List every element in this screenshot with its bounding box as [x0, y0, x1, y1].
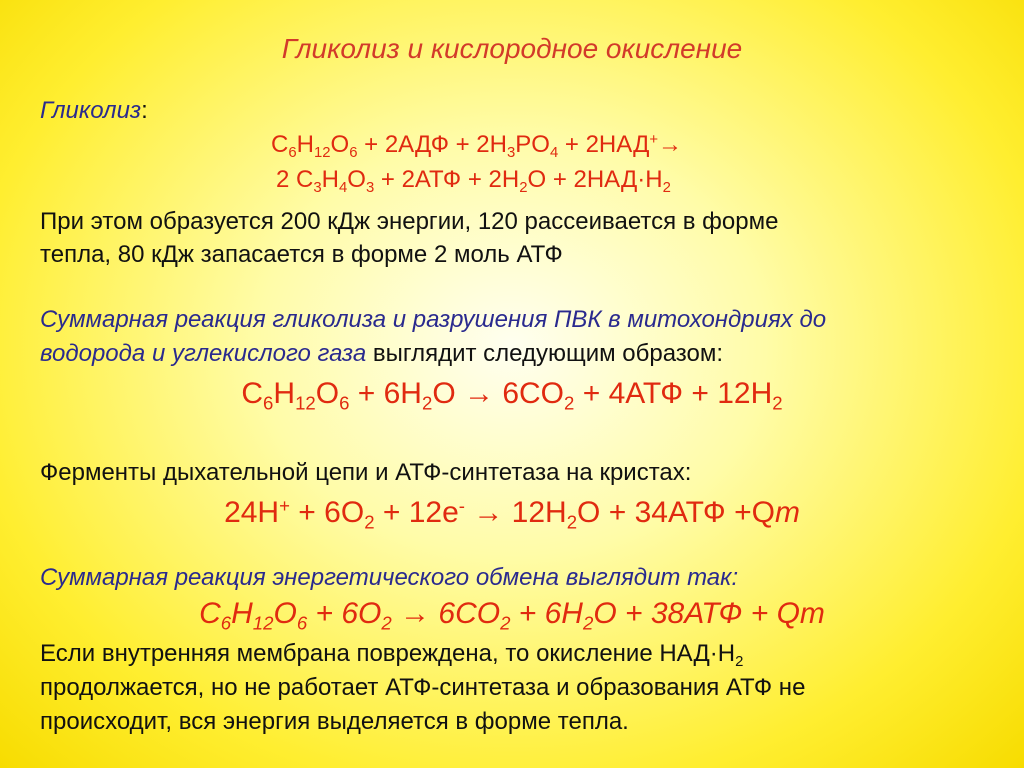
- summary1-equation: $C_6H_{12}O_6 + 6H_2O \to 6CO_2 + 4АТФ + 12H_2$: [241, 377, 783, 414]
- glycolysis-colon: :: [141, 97, 148, 124]
- energy-text-line2: тепла, 80 кДж запасается в форме 2 моль АТФ: [40, 241, 563, 268]
- slide-title: Гликолиз и кислородное окисление: [281, 33, 743, 64]
- summary1-line2: [40, 337, 723, 370]
- respiratory-chain-text: Ферменты дыхательной цепи и АТФ-синтетаза на кристах:: [40, 459, 692, 486]
- glycolysis-equation-line2: 2 $C_3H_4O_3 + 2АТФ + 2H_2O + 2НАД\cdot H_2$: [276, 166, 671, 197]
- membrane-text-line3: происходит, вся энергия выделяется в форме тепла.: [40, 708, 629, 735]
- respiratory-chain-equation: $24H^+ + 6O_2 + 12e^- \to 12H_2O + 34АТФ +Qm$: [224, 494, 800, 533]
- membrane-text-line1: Если внутренняя мембрана повреждена, то окисление $НАД\cdot H_2$: [40, 640, 744, 671]
- glycolysis-label: Гликолиз: [40, 97, 142, 124]
- energy-text-line1: При этом образуется 200 кДж энергии, 120 рассеивается в форме: [40, 208, 779, 235]
- glycolysis-heading: [40, 94, 148, 127]
- glycolysis-equation-line1: $C_6H_{12}O_6 + 2АДФ + 2H_3PO_4 + 2НАД^+\to$: [271, 131, 683, 162]
- summary1-italic-part: водорода и углекислого газа: [40, 340, 367, 367]
- summary2-text: Суммарная реакция энергетического обмена выглядит так:: [40, 564, 739, 591]
- summary1-line1: Суммарная реакция гликолиза и разрушения ПВК в митохондриях до: [40, 306, 827, 333]
- membrane-text-line2: продолжается, но не работает АТФ-синтетаза и образования АТФ не: [40, 674, 806, 701]
- summary1-plain-part: выглядит следующим образом:: [366, 340, 724, 367]
- summary2-equation: $C_6H_{12}O_6 + 6O_2 \to 6CO_2 + 6H_2O + 38АТФ + Qm$: [199, 597, 825, 634]
